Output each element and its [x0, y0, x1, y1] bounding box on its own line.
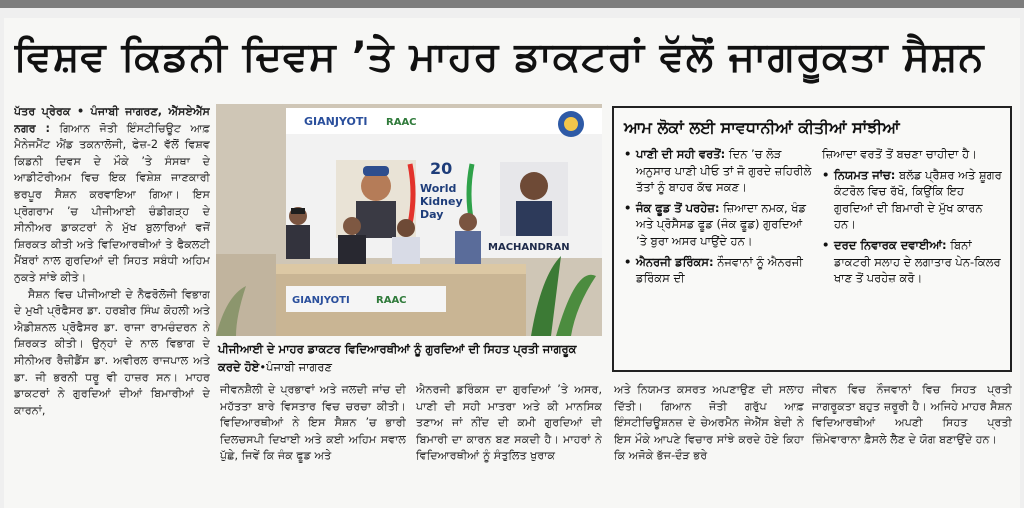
bullet-icon: • — [624, 200, 632, 215]
logo-gianjyoti-top: GIANJYOTI — [304, 115, 368, 128]
tip-text: ਨੌਜਵਾਨਾਂ ਨੂੰ ਐਨਰਜੀ ਡਰਿੰਕਸ ਦੀ — [636, 254, 803, 286]
precautions-title: ਆਮ ਲੋਕਾਂ ਲਈ ਸਾਵਧਾਨੀਆਂ ਕੀਤੀਆਂ ਸਾਂਝੀਆਂ — [624, 118, 900, 137]
tip-continuation: ਜ਼ਿਆਦਾ ਵਰਤੋਂ ਤੋਂ ਬਚਣਾ ਚਾਹੀਦਾ ਹੈ। — [822, 147, 977, 161]
top-border — [0, 0, 1024, 8]
article-column-4 — [614, 382, 804, 502]
caption-text: ਪੀਜੀਆਈ ਦੇ ਮਾਹਰ ਡਾਕਟਰ ਵਿਦਿਆਰਥੀਆਂ ਨੂੰ ਗੁਰਦਿਆਂ ਦੀ ਸਿਹਤ ਪ੍ਰਤੀ ਜਾਗਰੂਕ ਕਰਦੇ ਹੋਏ — [218, 342, 577, 374]
caption-credit: •ਪੰਜਾਬੀ ਜਾਗਰਣ — [259, 360, 333, 374]
precautions-right-column — [822, 146, 1006, 291]
logo-raac-top: RAAC — [386, 117, 417, 128]
tip-item — [822, 167, 1006, 233]
article-column-5 — [812, 382, 1012, 502]
tip-lead: ਐਨਰਜੀ ਡਰਿੰਕਸ: — [636, 254, 714, 269]
article-column-3 — [416, 382, 602, 502]
photo-caption — [218, 340, 602, 380]
article-paragraph-6: ਜੀਵਨ ਵਿਚ ਨੌਜਵਾਨਾਂ ਵਿਚ ਸਿਹਤ ਪ੍ਰਤੀ ਜਾਗਰੂਕਤਾ ਬਹੁਤ ਜ਼ਰੂਰੀ ਹੈ। ਅਜਿਹੇ ਮਾਹਰ ਸੈਸ਼ਨ ਵਿਦਿਆਰਥੀਆਂ ਅਪਣੀ ਸਿਹਤ ਪ੍ਰਤੀ ਜ਼ਿੰਮੇਵਾਰਾਨਾ ਫ਼ੈਸਲੇ ਲੈਣ ਦੇ ਯੋਗ ਬਣਾਉਂਦੇ ਹਨ। — [812, 383, 1012, 446]
tip-text: ਬਲੱਡ ਪ੍ਰੈਸ਼ਰ ਅਤੇ ਸ਼ੂਗਰ ਕੰਟਰੋਲ ਵਿਚ ਰੱਖੋ, ਕਿਉਂਕਿ ਇਹ ਗੁਰਦਿਆਂ ਦੀ ਬਿਮਾਰੀ ਦੇ ਮੁੱਖ ਕਾਰਨ ਹਨ। — [834, 167, 1002, 232]
tip-text: ਬਿਨਾਂ ਡਾਕਟਰੀ ਸਲਾਹ ਦੇ ਲਗਾਤਾਰ ਪੇਨ-ਕਿਲਰ ਖਾਣ ਤੋਂ ਪਰਹੇਜ਼ ਕਰੋ। — [834, 237, 1001, 286]
banner-year: 20 — [430, 159, 453, 178]
bullet-icon: • — [624, 254, 632, 269]
banner-day: Day — [420, 208, 444, 221]
article-paragraph-4: ਐਨਰਜੀ ਡਰਿੰਕਸ ਦਾ ਗੁਰਦਿਆਂ ’ਤੇ ਅਸਰ, ਪਾਣੀ ਦੀ ਸਹੀ ਮਾਤਰਾ ਅਤੇ ਕੀ ਮਾਨਸਿਕ ਤਣਾਅ ਜਾਂ ਨੀਂਦ ਦੀ ਕਮੀ ਗੁਰਦਿਆਂ ਦੀ ਬਿਮਾਰੀ ਦਾ ਕਾਰਨ ਬਣ ਸਕਦੀ ਹੈ। ਮਾਹਰਾਂ ਨੇ ਵਿਦਿਆਰਥੀਆਂ ਨੂੰ ਸੰਤੁਲਿਤ ਖੁਰਾਕ — [416, 383, 602, 463]
tip-item — [624, 200, 814, 250]
tip-lead: ਦਰਦ ਨਿਵਾਰਕ ਦਵਾਈਆਂ: — [834, 237, 947, 252]
article-column-2 — [220, 382, 406, 502]
tip-text: ਦਿਨ ’ਚ ਲੋੜ ਅਨੁਸਾਰ ਪਾਣੀ ਪੀਓ ਤਾਂ ਜੋ ਗੁਰਦੇ ਜ਼ਹਿਰੀਲੇ ਤੱਤਾਂ ਨੂੰ ਬਾਹਰ ਕੱਢ ਸਕਣ। — [636, 147, 812, 195]
bullet-icon: • — [822, 167, 830, 182]
tip-text: ਜ਼ਿਆਦਾ ਨਮਕ, ਖੰਡ ਅਤੇ ਪ੍ਰੋਸੈਸਡ ਫੂਡ (ਜੰਕ ਫੂਡ) ਗੁਰਦਿਆਂ ’ਤੇ ਬੁਰਾ ਅਸਰ ਪਾਉਂਦੇ ਹਨ। — [636, 200, 807, 248]
headline: ਵਿਸ਼ਵ ਕਿਡਨੀ ਦਿਵਸ ’ਤੇ ਮਾਹਰ ਡਾਕਟਰਾਂ ਵੱਲੋਂ ਜਾਗਰੂਕਤਾ ਸੈਸ਼ਨ — [14, 34, 985, 80]
logo-raac-table: RAAC — [376, 295, 407, 306]
article-paragraph-2: ਸੈਸ਼ਨ ਵਿਚ ਪੀਜੀਆਈ ਦੇ ਨੈਫਰੋਲੋਜੀ ਵਿਭਾਗ ਦੇ ਮੁਖੀ ਪ੍ਰੋਫੈਸਰ ਡਾ. ਹਰਬੀਰ ਸਿੰਘ ਕੋਹਲੀ ਅਤੇ ਐਡੀਸ਼ਨਲ ਪ੍ਰੋਫੈਸਰ ਡਾ. ਰਾਜਾ ਰਾਮਚੰਦਰਨ ਨੇ ਸ਼ਿਰਕਤ ਕੀਤੀ। ਉਨ੍ਹਾਂ ਦੇ ਨਾਲ ਵਿਭਾਗ ਦੇ ਸੀਨੀਅਰ ਰੈਜ਼ੀਡੈਂਸ ਡਾ. ਅਵੀਰਲ ਰਾਜਪਾਲ ਅਤੇ ਡਾ. ਜੀ ਭਰਨੀ ਧਰੂ ਵੀ ਹਾਜ਼ਰ ਸਨ। ਮਾਹਰ ਡਾਕਟਰਾਂ ਨੇ ਗੁਰਦਿਆਂ ਦੀਆਂ ਬਿਮਾਰੀਆਂ ਦੇ ਕਾਰਨਾਂ, — [14, 287, 210, 417]
bullet-icon: • — [822, 237, 830, 252]
tip-item — [822, 237, 1006, 287]
article-paragraph-3: ਜੀਵਨਸ਼ੈਲੀ ਦੇ ਪ੍ਰਭਾਵਾਂ ਅਤੇ ਜਲਦੀ ਜਾਂਚ ਦੀ ਮਹੱਤਤਾ ਬਾਰੇ ਵਿਸਤਾਰ ਵਿਚ ਚਰਚਾ ਕੀਤੀ। ਵਿਦਿਆਰਥੀਆਂ ਨੇ ਇਸ ਸੈਸ਼ਨ ’ਚ ਭਾਰੀ ਦਿਲਚਸਪੀ ਦਿਖਾਈ ਅਤੇ ਕਈ ਅਹਿਮ ਸਵਾਲ ਪੁੱਛੇ, ਜਿਵੇਂ ਕਿ ਜੰਕ ਫੂਡ ਅਤੇ — [220, 383, 406, 463]
bullet-icon: • — [624, 147, 632, 161]
tip-item — [624, 146, 814, 196]
precautions-left-column — [624, 146, 814, 291]
tip-item — [624, 254, 814, 287]
dateline: ਪੱਤਰ ਪ੍ਰੇਰਕ • ਪੰਜਾਬੀ ਜਾਗਰਣ, ਐੱਸਏਐੱਸ ਨਗਰ : — [14, 105, 210, 135]
article-paragraph-5: ਅਤੇ ਨਿਯਮਤ ਕਸਰਤ ਅਪਣਾਉਣ ਦੀ ਸਲਾਹ ਦਿੱਤੀ। ਗਿਆਨ ਜੋਤੀ ਗਰੁੱਪ ਆਫ਼ ਇੰਸਟੀਚਿਊਸ਼ਨਜ਼ ਦੇ ਚੇਅਰਮੈਨ ਜੇਐੱਸ ਬੇਦੀ ਨੇ ਇਸ ਮੌਕੇ ਆਪਣੇ ਵਿਚਾਰ ਸਾਂਝੇ ਕਰਦੇ ਹੋਏ ਕਿਹਾ ਕਿ ਅਜੋਕੇ ਭੱਜ-ਦੌੜ ਭਰੇ — [614, 383, 804, 463]
paragraph-1-text: ਗਿਆਨ ਜੋਤੀ ਇੰਸਟੀਚਿਊਟ ਆਫ਼ ਮੈਨੇਜਮੈਂਟ ਐਂਡ ਤਕਨਾਲੋਜੀ, ਫੇਜ਼-2 ਵੱਲੋਂ ਵਿਸ਼ਵ ਕਿਡਨੀ ਦਿਵਸ ਦੇ ਮੌਕੇ ’ਤੇ ਸੰਸਥਾ ਦੇ ਆਡੀਟੋਰੀਅਮ ਵਿਚ ਇਕ ਵਿਸ਼ੇਸ਼ ਜਾਣਕਾਰੀ ਭਰਪੂਰ ਸੈਸ਼ਨ ਕਰਵਾਇਆ ਗਿਆ। ਇਸ ਪ੍ਰੋਗਰਾਮ ’ਚ ਪੀਜੀਆਈ ਚੰਡੀਗੜ੍ਹ ਦੇ ਸੀਨੀਅਰ ਡਾਕਟਰਾਂ ਨੇ ਮੁੱਖ ਬੁਲਾਰਿਆਂ ਵਜੋਂ ਸ਼ਿਰਕਤ ਕੀਤੀ ਅਤੇ ਵਿਦਿਆਰਥੀਆਂ ਤੇ ਫੈਕਲਟੀ ਮੈਂਬਰਾਂ ਨਾਲ ਗੁਰਦਿਆਂ ਦੀ ਸਿਹਤ ਸਬੰਧੀ ਅਹਿਮ ਨੁਕਤੇ ਸਾਂਝੇ ਕੀਤੇ। — [14, 121, 210, 284]
tip-lead: ਪਾਣੀ ਦੀ ਸਹੀ ਵਰਤੋਂ: — [636, 147, 726, 161]
banner-world: World — [420, 182, 457, 195]
event-photo-image — [216, 104, 602, 336]
precautions-box — [612, 106, 1012, 372]
banner-kidney: Kidney — [420, 195, 463, 208]
speaker-name-text: MACHANDRAN — [488, 242, 570, 253]
event-photo — [216, 104, 602, 336]
tip-lead: ਨਿਯਮਤ ਜਾਂਚ: — [834, 167, 896, 182]
article-paragraph-1 — [14, 104, 210, 287]
tip-lead: ਜੰਕ ਫੂਡ ਤੋਂ ਪਰਹੇਜ਼: — [636, 200, 720, 215]
logo-gianjyoti-table: GIANJYOTI — [292, 295, 350, 306]
article-column-1 — [14, 104, 210, 502]
